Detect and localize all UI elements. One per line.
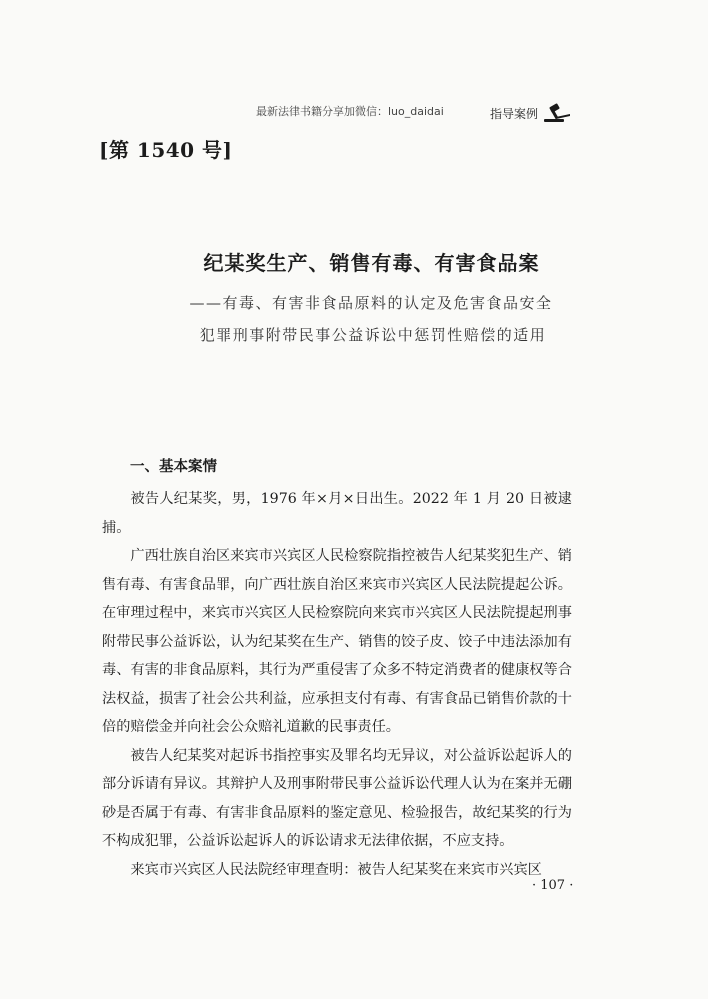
paragraph: 广西壮族自治区来宾市兴宾区人民检察院指控被告人纪某奖犯生产、销售有毒、有害食品罪，向广西壮族自治区来宾市兴宾区人民法院提起公诉。在审理过程中，来宾市兴宾区人民检察院向来宾市兴宾区人民法院提起刑事附带民事公益诉讼，认为纪某奖在生产、销售的饺子皮、饺子中违法添加有毒、有害的非食品原料，其行为严重侵害了众多不特定消费者的健康权等合法权益，损害了社会公共利益，应承担支付有毒、有害食品已销售价款的十倍的赔偿金并向社会公众赔礼道歉的民事责任。 <box>102 548 572 735</box>
header-section-text: 指导案例 <box>490 106 539 121</box>
paragraph: 被告人纪某奖对起诉书指控事实及罪名均无异议，对公益诉讼起诉人的部分诉请有异议。其辩护人及刑事附带民事公益诉讼代理人认为在案并无硼砂是否属于有毒、有害非食品原料的鉴定意见、检验报告，故纪某奖的行为不构成犯罪，公益诉讼起诉人的诉讼请求无法律依据，不应支持。 <box>102 747 572 849</box>
header-note: 最新法律书籍分享加微信：luo_daidai <box>256 105 444 118</box>
subtitle-line-2: 犯罪刑事附带民事公益诉讼中惩罚性赔偿的适用 <box>199 326 547 344</box>
section-heading: 一、基本案情 <box>130 459 217 475</box>
subtitle-line-1: ——有毒、有害非食品原料的认定及危害食品安全 <box>189 294 553 312</box>
page-number: · 107 · <box>532 878 574 893</box>
gavel-icon <box>542 103 572 123</box>
paragraph: 被告人纪某奖，男，1976 年×月×日出生。2022 年 1 月 20 日被逮捕。 <box>102 491 572 536</box>
body-text <box>102 485 572 884</box>
header-section-label <box>490 103 572 123</box>
paragraph: 来宾市兴宾区人民法院经审理查明：被告人纪某奖在来宾市兴宾区 <box>130 861 542 878</box>
page-title: 纪某奖生产、销售有毒、有害食品案 <box>203 251 540 275</box>
case-number: [第 1540 号] <box>99 138 233 162</box>
